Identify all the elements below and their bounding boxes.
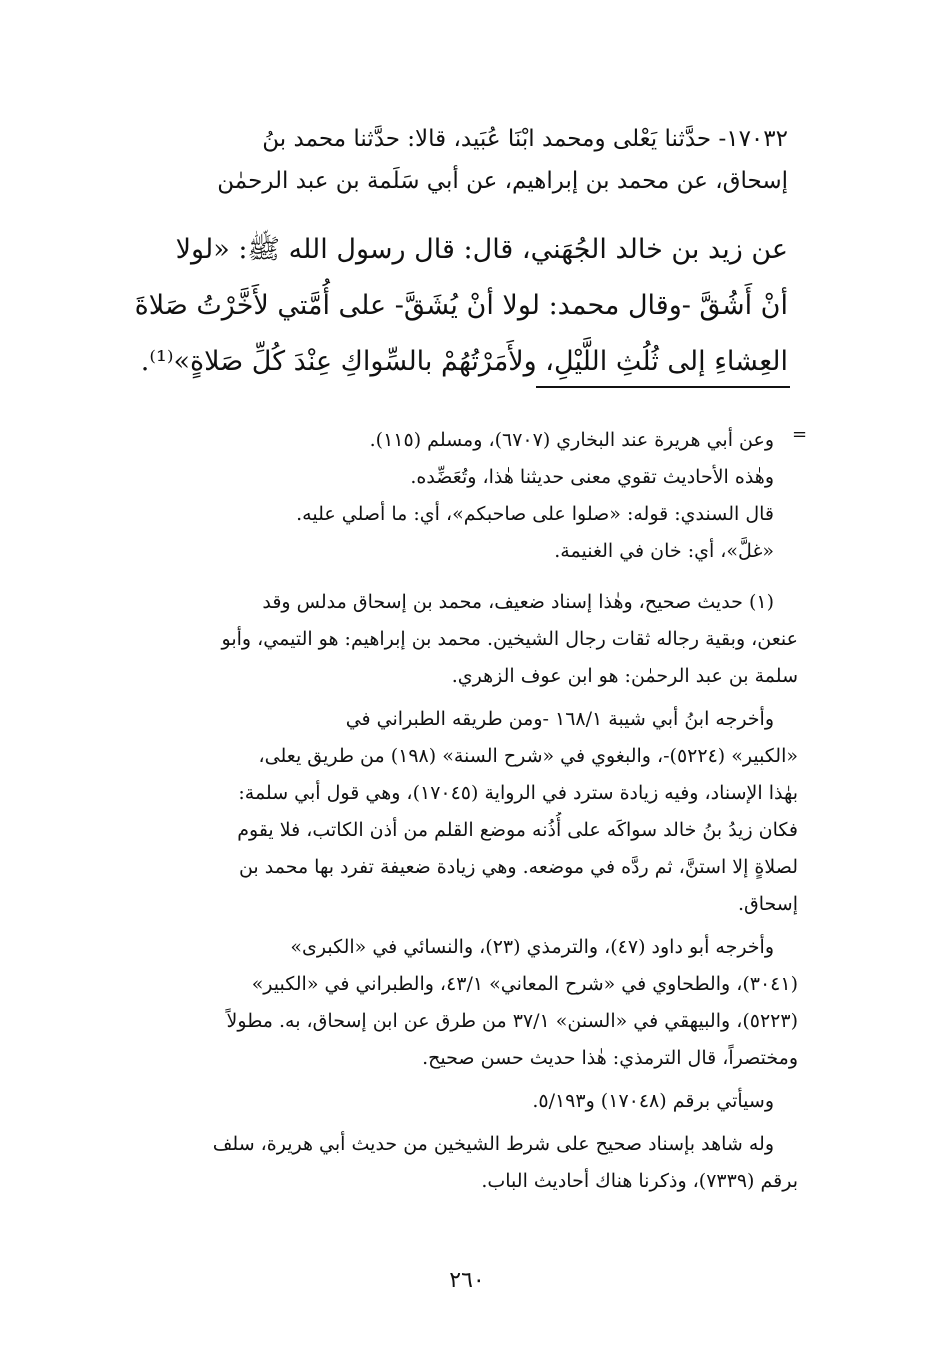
matn-line: أنْ أَشُقَّ -وقال محمد: لولا أنْ يُشَقَّ- على أُمَّتي لأَخَّرْتُ صَلاةَ xyxy=(134,290,788,321)
footnote-paragraph xyxy=(88,929,798,1077)
footnote-line: قال السندي: قوله: «صلوا على صاحبكم»، أي: ما أصلي عليه. xyxy=(296,503,774,525)
footnote-line: لصلاةٍ إلا استنَّ، ثم ردَّه في موضعه. وهي زيادة ضعيفة تفرد بها محمد بن xyxy=(238,856,798,878)
footnote-paragraph xyxy=(88,1126,798,1200)
footnote-line: (١) حديث صحيح، وهٰذا إسناد ضعيف، محمد بن إسحاق مدلس وقد xyxy=(262,591,774,613)
footnote-line: وأخرجه ابنُ أبي شيبة ١٦٨/١ -ومن طريقه الطبراني في xyxy=(345,708,774,730)
footnote-paragraph xyxy=(88,701,798,923)
isnad-line: إسحاق، عن محمد بن إبراهيم، عن أبي سَلَمة بن عبد الرحمٰن xyxy=(217,168,788,194)
footnote-separator xyxy=(536,386,790,388)
footnote-1 xyxy=(88,584,798,1206)
footnote-paragraph xyxy=(88,584,798,695)
footnote-line: وعن أبي هريرة عند البخاري (٦٧٠٧)، ومسلم (١١٥). xyxy=(369,429,774,451)
matn-line: عن زيد بن خالد الجُهَني، قال: قال رسول الله ﷺ: «لولا xyxy=(175,234,788,265)
isnad-line: ١٧٠٣٢- حدَّثنا يَعْلى ومحمد ابْنَا عُبَيد، قالا: حدَّثنا محمد بنُ xyxy=(262,126,788,152)
footnote-line: (٥٢٢٣)، والبيهقي في «السنن» ٣٧/١ من طرق عن ابن إسحاق، به. مطولاً xyxy=(226,1010,798,1032)
footnote-line: وسيأتي برقم (١٧٠٤٨) و٥/١٩٣. xyxy=(532,1090,774,1112)
footnote-line: وأخرجه أبو داود (٤٧)، والترمذي (٢٣)، والنسائي في «الكبرى» xyxy=(290,936,774,958)
footnote-line: «غلَّ»، أي: خان في الغنيمة. xyxy=(554,540,774,562)
footnote-continuation xyxy=(88,422,798,570)
footnote-line: عنعن، وبقية رجاله ثقات رجال الشيخين. محمد بن إبراهيم: هو التيمي، وأبو xyxy=(221,628,798,650)
footnote-line: بهٰذا الإسناد، وفيه زيادة سترد في الرواية (١٧٠٤٥)، وهي قول أبي سلمة: xyxy=(238,782,798,804)
footnote-line: سلمة بن عبد الرحمٰن: هو ابن عوف الزهري. xyxy=(451,665,798,687)
footnote-paragraph xyxy=(88,1083,798,1120)
footnote-line: وهٰذه الأحاديث تقوي معنى حديثنا هٰذا، وتُعَضِّده. xyxy=(410,466,774,488)
footnote-line: (٣٠٤١)، والطحاوي في «شرح المعاني» ٤٣/١، والطبراني في «الكبير» xyxy=(251,973,798,995)
hadith-matn xyxy=(88,222,788,390)
hadith-isnad xyxy=(88,118,788,202)
footnote-continuation-marker: = xyxy=(792,424,808,445)
footnote-line: برقم (٧٣٣٩)، وذكرنا هناك أحاديث الباب. xyxy=(481,1170,798,1192)
footnote-line: «الكبير» (٥٢٢٤)-، والبغوي في «شرح السنة» (١٩٨) من طريق يعلى، xyxy=(258,745,798,767)
footnote-line: وله شاهد بإسناد صحيح على شرط الشيخين من حديث أبي هريرة، سلف xyxy=(212,1133,774,1155)
footnote-line: فكان زيدُ بنُ خالد سواكَه على أُذُنه موضع القلم من أذن الكاتب، فلا يقوم xyxy=(237,819,798,841)
footnote-line: ومختصراً، قال الترمذي: هٰذا حديث حسن صحيح. xyxy=(422,1047,798,1069)
page-number: ٢٦٠ xyxy=(449,1268,485,1293)
footnote-line: إسحاق. xyxy=(737,893,798,915)
matn-line: العِشاءِ إلى ثُلُثِ اللَّيْلِ، ولأَمَرْتُهُمْ بالسِّواكِ عِنْدَ كُلِّ صَلاةٍ»⁽¹⁾. xyxy=(140,346,788,377)
